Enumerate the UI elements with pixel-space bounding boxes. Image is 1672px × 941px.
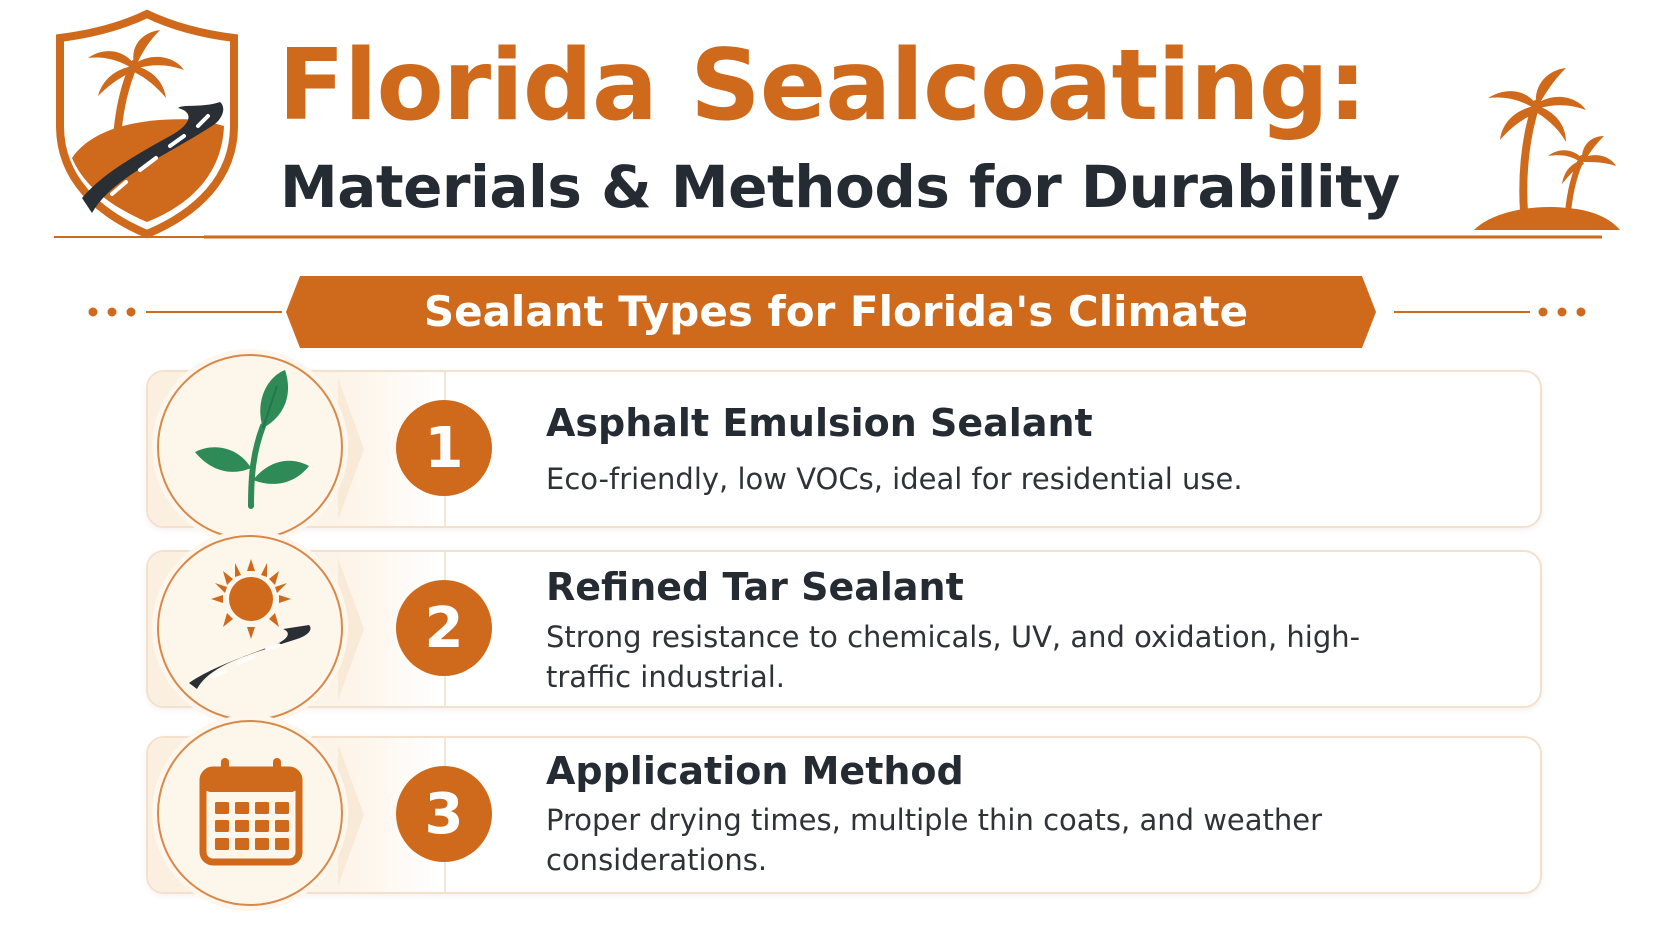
item-description: Eco-friendly, low VOCs, ideal for residential use. (546, 462, 1243, 496)
item-title: Asphalt Emulsion Sealant (546, 401, 1093, 445)
step-number-badge: 1 (396, 400, 492, 496)
palm-trees-icon (1472, 62, 1622, 234)
item-title: Refined Tar Sealant (546, 565, 964, 609)
chevron-right-icon (338, 370, 386, 528)
item-description: Proper drying times, multiple thin coats, and weather considerations. (546, 803, 1323, 877)
icon-circle (157, 354, 343, 540)
chevron-right-icon (338, 550, 386, 708)
icon-circle (157, 535, 343, 721)
chevron-right-icon (338, 736, 386, 894)
shield-palm-road-icon (52, 8, 242, 240)
section-title: Sealant Types for Florida's Climate (423, 286, 1249, 336)
item-title: Application Method (546, 749, 964, 793)
icon-circle (157, 720, 343, 906)
page-subtitle: Materials & Methods for Durability (280, 153, 1400, 221)
header-divider (54, 232, 1610, 242)
calendar-icon (159, 722, 341, 904)
step-number-badge: 3 (396, 766, 492, 862)
leaf-sprout-icon (159, 356, 341, 538)
sun-road-icon (159, 537, 341, 719)
page-title: Florida Sealcoating: (278, 29, 1367, 143)
step-number-badge: 2 (396, 580, 492, 676)
item-description: Strong resistance to chemicals, UV, and oxidation, high-traffic industrial. (546, 620, 1361, 694)
